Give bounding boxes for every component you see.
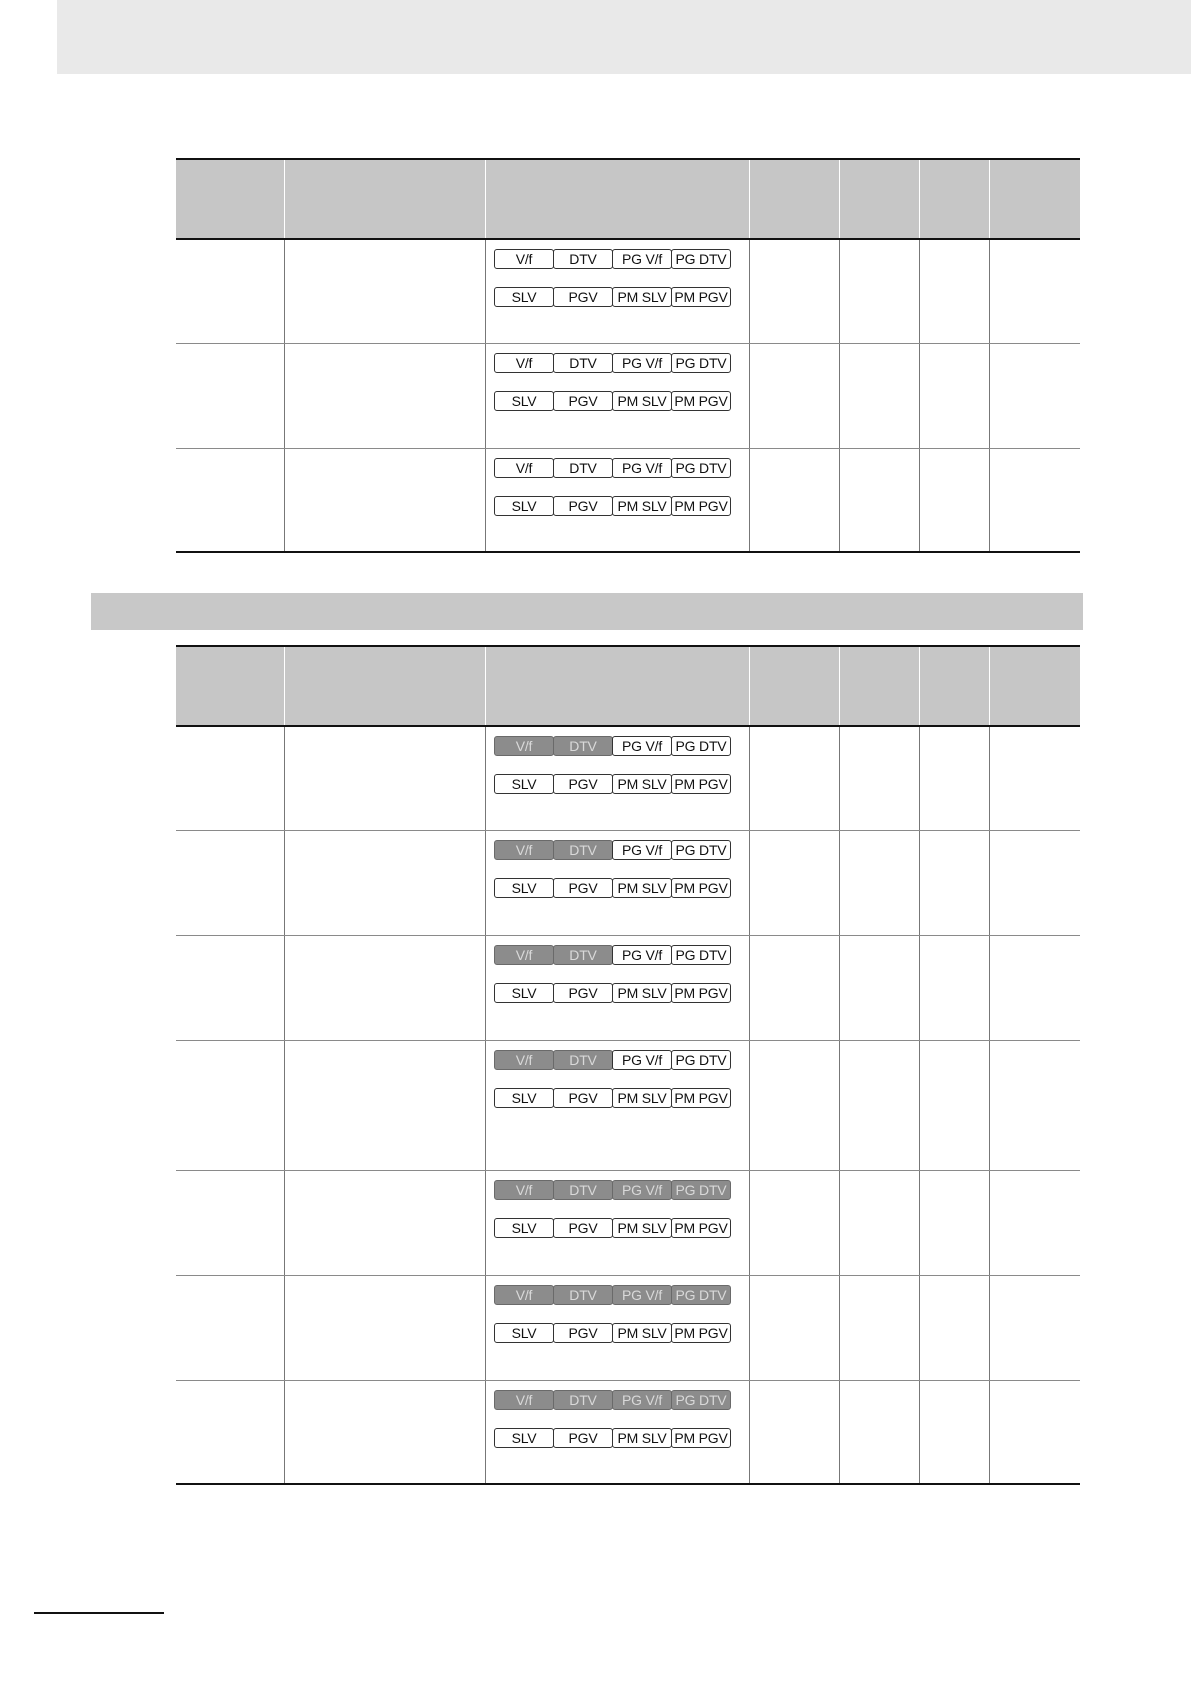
table-row: [176, 1170, 1080, 1275]
table-row: [176, 830, 1080, 935]
mode-badge-pgdtv: PG DTV: [671, 1390, 731, 1410]
mode-badge-pgvf: PG V/f: [612, 1285, 672, 1305]
mode-badge-slv: SLV: [494, 1218, 554, 1238]
footer-rule: [34, 1612, 164, 1614]
control-mode-indicators: [494, 249, 734, 307]
mode-badge-pgv: PGV: [553, 983, 613, 1003]
mode-badge-slv: SLV: [494, 1088, 554, 1108]
mode-badge-pgdtv: PG DTV: [671, 249, 731, 269]
mode-badge-dtv: DTV: [553, 1390, 613, 1410]
mode-badge-pgv: PGV: [553, 1218, 613, 1238]
control-mode-indicators: [494, 736, 734, 794]
mode-badge-pmslv: PM SLV: [612, 1218, 672, 1238]
mode-badge-pgv: PGV: [553, 391, 613, 411]
mode-badge-pgvf: PG V/f: [612, 945, 672, 965]
mode-badge-pgdtv: PG DTV: [671, 736, 731, 756]
mode-badge-pmpgv: PM PGV: [671, 287, 731, 307]
mode-badge-pgvf: PG V/f: [612, 1180, 672, 1200]
mode-badge-vf: V/f: [494, 736, 554, 756]
control-mode-indicators: [494, 1285, 734, 1343]
mode-badge-pgvf: PG V/f: [612, 1390, 672, 1410]
table-row: [176, 448, 1080, 553]
mode-badge-slv: SLV: [494, 1323, 554, 1343]
mode-badge-pgv: PGV: [553, 287, 613, 307]
mode-badge-pmslv: PM SLV: [612, 983, 672, 1003]
control-mode-indicators: [494, 945, 734, 1003]
mode-badge-vf: V/f: [494, 945, 554, 965]
mode-badge-pmslv: PM SLV: [612, 1323, 672, 1343]
mode-badge-pgdtv: PG DTV: [671, 458, 731, 478]
mode-badge-vf: V/f: [494, 1285, 554, 1305]
mode-badge-pgv: PGV: [553, 496, 613, 516]
mode-badge-dtv: DTV: [553, 1180, 613, 1200]
mode-badge-pmpgv: PM PGV: [671, 1323, 731, 1343]
control-mode-indicators: [494, 353, 734, 411]
mode-badge-pmslv: PM SLV: [612, 1088, 672, 1108]
mode-badge-pgvf: PG V/f: [612, 736, 672, 756]
mode-badge-dtv: DTV: [553, 840, 613, 860]
mode-badge-pgdtv: PG DTV: [671, 1285, 731, 1305]
table-1-body: [176, 238, 1080, 553]
mode-badge-pmpgv: PM PGV: [671, 983, 731, 1003]
control-mode-indicators: [494, 458, 734, 516]
mode-badge-pmpgv: PM PGV: [671, 878, 731, 898]
mode-badge-pgvf: PG V/f: [612, 353, 672, 373]
mode-badge-slv: SLV: [494, 1428, 554, 1448]
table-2-body: [176, 725, 1080, 1485]
mode-badge-vf: V/f: [494, 249, 554, 269]
table-row: [176, 1040, 1080, 1170]
mode-badge-pgvf: PG V/f: [612, 249, 672, 269]
mode-badge-pmpgv: PM PGV: [671, 1428, 731, 1448]
mode-badge-slv: SLV: [494, 496, 554, 516]
mode-badge-dtv: DTV: [553, 1285, 613, 1305]
mode-badge-dtv: DTV: [553, 353, 613, 373]
mode-badge-vf: V/f: [494, 840, 554, 860]
mode-badge-pmpgv: PM PGV: [671, 774, 731, 794]
table-row: [176, 238, 1080, 343]
parameter-table-2: [176, 645, 1080, 1485]
mode-badge-slv: SLV: [494, 287, 554, 307]
control-mode-indicators: [494, 840, 734, 898]
mode-badge-slv: SLV: [494, 391, 554, 411]
mode-badge-pmpgv: PM PGV: [671, 391, 731, 411]
mode-badge-pmslv: PM SLV: [612, 1428, 672, 1448]
mode-badge-pmpgv: PM PGV: [671, 1088, 731, 1108]
table-header: [176, 158, 1080, 238]
mode-badge-pgv: PGV: [553, 878, 613, 898]
mode-badge-pgv: PGV: [553, 1088, 613, 1108]
control-mode-indicators: [494, 1390, 734, 1448]
mode-badge-pmslv: PM SLV: [612, 496, 672, 516]
mode-badge-pmslv: PM SLV: [612, 878, 672, 898]
mode-badge-vf: V/f: [494, 458, 554, 478]
mode-badge-pmslv: PM SLV: [612, 391, 672, 411]
control-mode-indicators: [494, 1050, 734, 1108]
mode-badge-pmslv: PM SLV: [612, 774, 672, 794]
table-header: [176, 645, 1080, 725]
mode-badge-pgdtv: PG DTV: [671, 1050, 731, 1070]
table-row: [176, 1275, 1080, 1380]
mode-badge-pmpgv: PM PGV: [671, 1218, 731, 1238]
table-row: [176, 935, 1080, 1040]
mode-badge-vf: V/f: [494, 1050, 554, 1070]
mode-badge-dtv: DTV: [553, 945, 613, 965]
table-row: [176, 725, 1080, 830]
mode-badge-pgvf: PG V/f: [612, 840, 672, 860]
mode-badge-dtv: DTV: [553, 1050, 613, 1070]
mode-badge-pgvf: PG V/f: [612, 458, 672, 478]
table-row: [176, 343, 1080, 448]
mode-badge-dtv: DTV: [553, 736, 613, 756]
mode-badge-pgdtv: PG DTV: [671, 945, 731, 965]
mode-badge-slv: SLV: [494, 983, 554, 1003]
section-title-band: [91, 593, 1083, 630]
table-row: [176, 1380, 1080, 1485]
mode-badge-pmslv: PM SLV: [612, 287, 672, 307]
mode-badge-pgvf: PG V/f: [612, 1050, 672, 1070]
mode-badge-pgv: PGV: [553, 1428, 613, 1448]
mode-badge-pgv: PGV: [553, 774, 613, 794]
mode-badge-dtv: DTV: [553, 249, 613, 269]
mode-badge-pgv: PGV: [553, 1323, 613, 1343]
mode-badge-slv: SLV: [494, 774, 554, 794]
control-mode-indicators: [494, 1180, 734, 1238]
parameter-table-1: [176, 158, 1080, 553]
mode-badge-pmpgv: PM PGV: [671, 496, 731, 516]
mode-badge-vf: V/f: [494, 1180, 554, 1200]
mode-badge-slv: SLV: [494, 878, 554, 898]
mode-badge-dtv: DTV: [553, 458, 613, 478]
mode-badge-vf: V/f: [494, 353, 554, 373]
mode-badge-pgdtv: PG DTV: [671, 353, 731, 373]
mode-badge-pgdtv: PG DTV: [671, 840, 731, 860]
mode-badge-pgdtv: PG DTV: [671, 1180, 731, 1200]
mode-badge-vf: V/f: [494, 1390, 554, 1410]
page-header-band: [57, 0, 1191, 74]
